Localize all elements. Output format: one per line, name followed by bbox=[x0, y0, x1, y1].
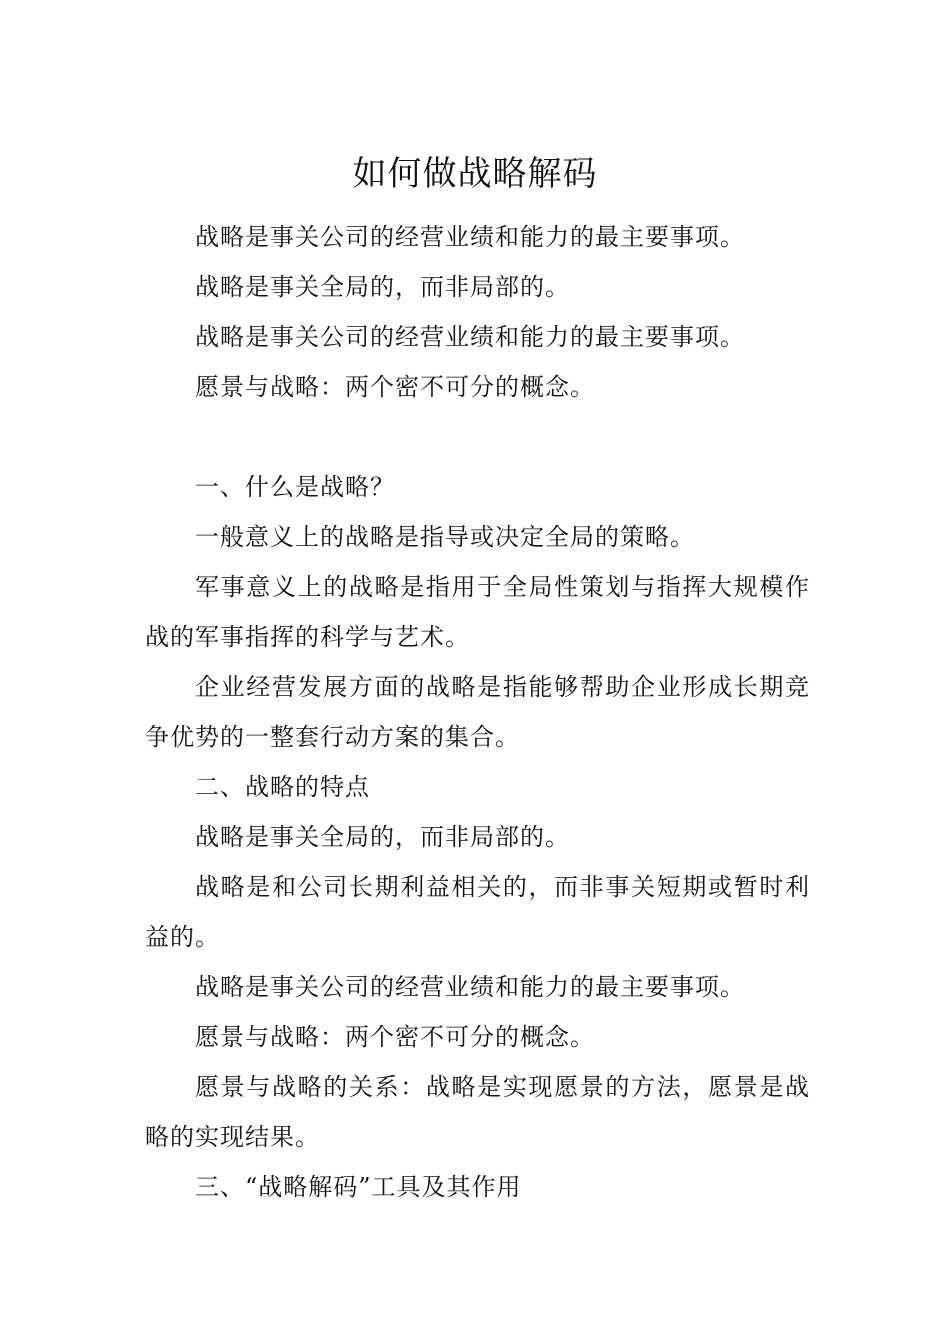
paragraph-general-definition: 一般意义上的战略是指导或决定全局的策略。 bbox=[195, 523, 695, 551]
section-heading-3: 三、“战略解码”工具及其作用 bbox=[195, 1173, 522, 1201]
feature-paragraph-3: 战略是事关公司的经营业绩和能力的最主要事项。 bbox=[195, 973, 745, 1001]
intro-paragraph-1: 战略是事关公司的经营业绩和能力的最主要事项。 bbox=[195, 223, 745, 251]
intro-paragraph-4: 愿景与战略：两个密不可分的概念。 bbox=[195, 373, 595, 401]
blank-line bbox=[145, 412, 810, 462]
page-title: 如何做战略解码 bbox=[352, 154, 598, 194]
intro-paragraph-3: 战略是事关公司的经营业绩和能力的最主要事项。 bbox=[195, 323, 745, 351]
intro-paragraph-2: 战略是事关全局的，而非局部的。 bbox=[195, 273, 570, 301]
feature-paragraph-1: 战略是事关全局的，而非局部的。 bbox=[195, 823, 570, 851]
feature-paragraph-2: 战略是和公司长期利益相关的，而非事关短期或暂时利益的。 bbox=[145, 873, 810, 951]
paragraph-business-definition: 企业经营发展方面的战略是指能够帮助企业形成长期竞争优势的一整套行动方案的集合。 bbox=[145, 673, 810, 751]
section-heading-2: 二、战略的特点 bbox=[195, 773, 370, 801]
document-body bbox=[145, 212, 810, 1212]
feature-paragraph-5: 愿景与战略的关系：战略是实现愿景的方法，愿景是战略的实现结果。 bbox=[145, 1073, 810, 1151]
feature-paragraph-4: 愿景与战略：两个密不可分的概念。 bbox=[195, 1023, 595, 1051]
paragraph-military-definition: 军事意义上的战略是指用于全局性策划与指挥大规模作战的军事指挥的科学与艺术。 bbox=[145, 573, 810, 651]
section-heading-1: 一、什么是战略？ bbox=[195, 473, 395, 501]
